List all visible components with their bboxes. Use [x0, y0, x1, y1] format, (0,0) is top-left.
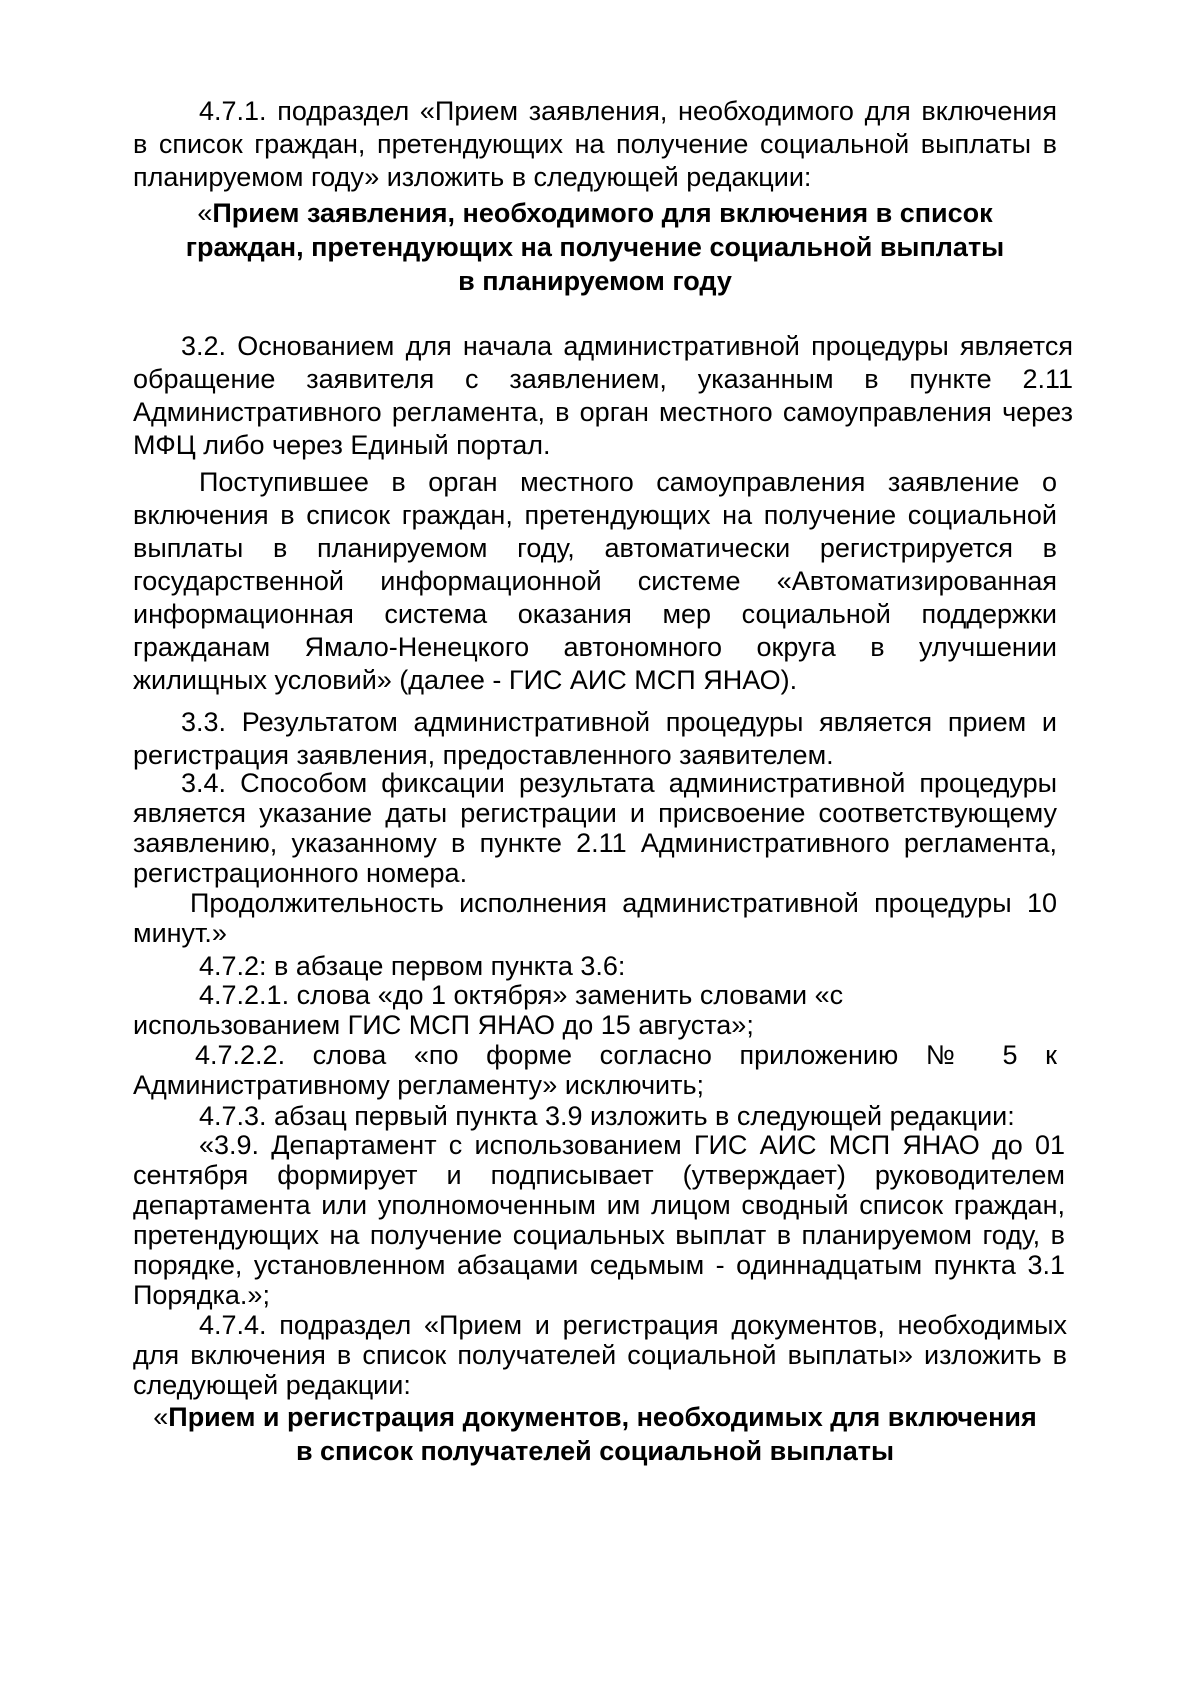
heading-1-line-2: граждан, претендующих на получение социальной выплаты [185, 232, 1005, 262]
paragraph-4-7-3: 4.7.3. абзац первый пункта 3.9 изложить в следующей редакции: [199, 1101, 1015, 1131]
paragraph-duration: Продолжительность исполнения административной процедуры 10 минут.» [133, 888, 1057, 948]
heading-1-quote: « [197, 198, 213, 228]
heading-2-quote: « [153, 1402, 169, 1432]
paragraph-4-7-4: 4.7.4. подраздел «Прием и регистрация документов, необходимых для включения в список получателей социальной выплаты» изложить в следующей редакции: [133, 1310, 1067, 1400]
heading-1-line-1: Прием заявления, необходимого для включения в список [212, 198, 993, 228]
paragraph-3-2-continued: Поступившее в орган местного самоуправления заявление о включения в список граждан, претендующих на получение социальной выплаты в планируемом году, автоматически регистрируется в государственной информационной системе «Автоматизированная информационная система оказания мер социальной поддержки гражданам Ямало-Ненецкого автономного округа в улучшении жилищных условий» (далее - ГИС АИС МСП ЯНАО). [133, 467, 1057, 695]
heading-1-line-3: в планируемом году [458, 266, 732, 296]
paragraph-3-4: 3.4. Способом фиксации результата административной процедуры является указание даты регистрации и присвоение соответствующему заявлению, указанному в пункте 2.11 Административного регламента, регистрационного номера. [133, 768, 1057, 888]
paragraph-4-7-1: 4.7.1. подраздел «Прием заявления, необходимого для включения в список граждан, претендующих на получение социальной выплаты в планируемом году» изложить в следующей редакции: [133, 96, 1057, 192]
section-heading-2 [133, 1400, 1057, 1468]
paragraph-4-7-2: 4.7.2: в абзаце первом пункта 3.6: [199, 951, 626, 981]
paragraph-3-9: «3.9. Департамент с использованием ГИС АИС МСП ЯНАО до 01 сентября формирует и подписывает (утверждает) руководителем департамента или уполномоченным им лицом сводный список граждан, претендующих на получение социальных выплат в планируемом году, в порядке, установленном абзацами седьмым - одиннадцатым пункта 3.1 Порядка.»; [133, 1130, 1065, 1310]
paragraph-3-3: 3.3. Результатом административной процедуры является прием и регистрация заявления, предоставленного заявителем. [133, 707, 1057, 770]
paragraph-4-7-2-1: 4.7.2.1. слова «до 1 октября» заменить словами «с использованием ГИС МСП ЯНАО до 15 августа»; [133, 980, 844, 1040]
paragraph-4-7-2-2: 4.7.2.2. слова «по форме согласно приложению № 5 к Административному регламенту» исключить; [133, 1040, 1057, 1100]
section-heading-1 [133, 196, 1057, 298]
heading-2-line-1: Прием и регистрация документов, необходимых для включения [168, 1402, 1037, 1432]
paragraph-3-2: 3.2. Основанием для начала административной процедуры является обращение заявителя с заявлением, указанным в пункте 2.11 Административного регламента, в орган местного самоуправления через МФЦ либо через Единый портал. [133, 331, 1073, 460]
heading-2-line-2: в список получателей социальной выплаты [295, 1436, 895, 1466]
